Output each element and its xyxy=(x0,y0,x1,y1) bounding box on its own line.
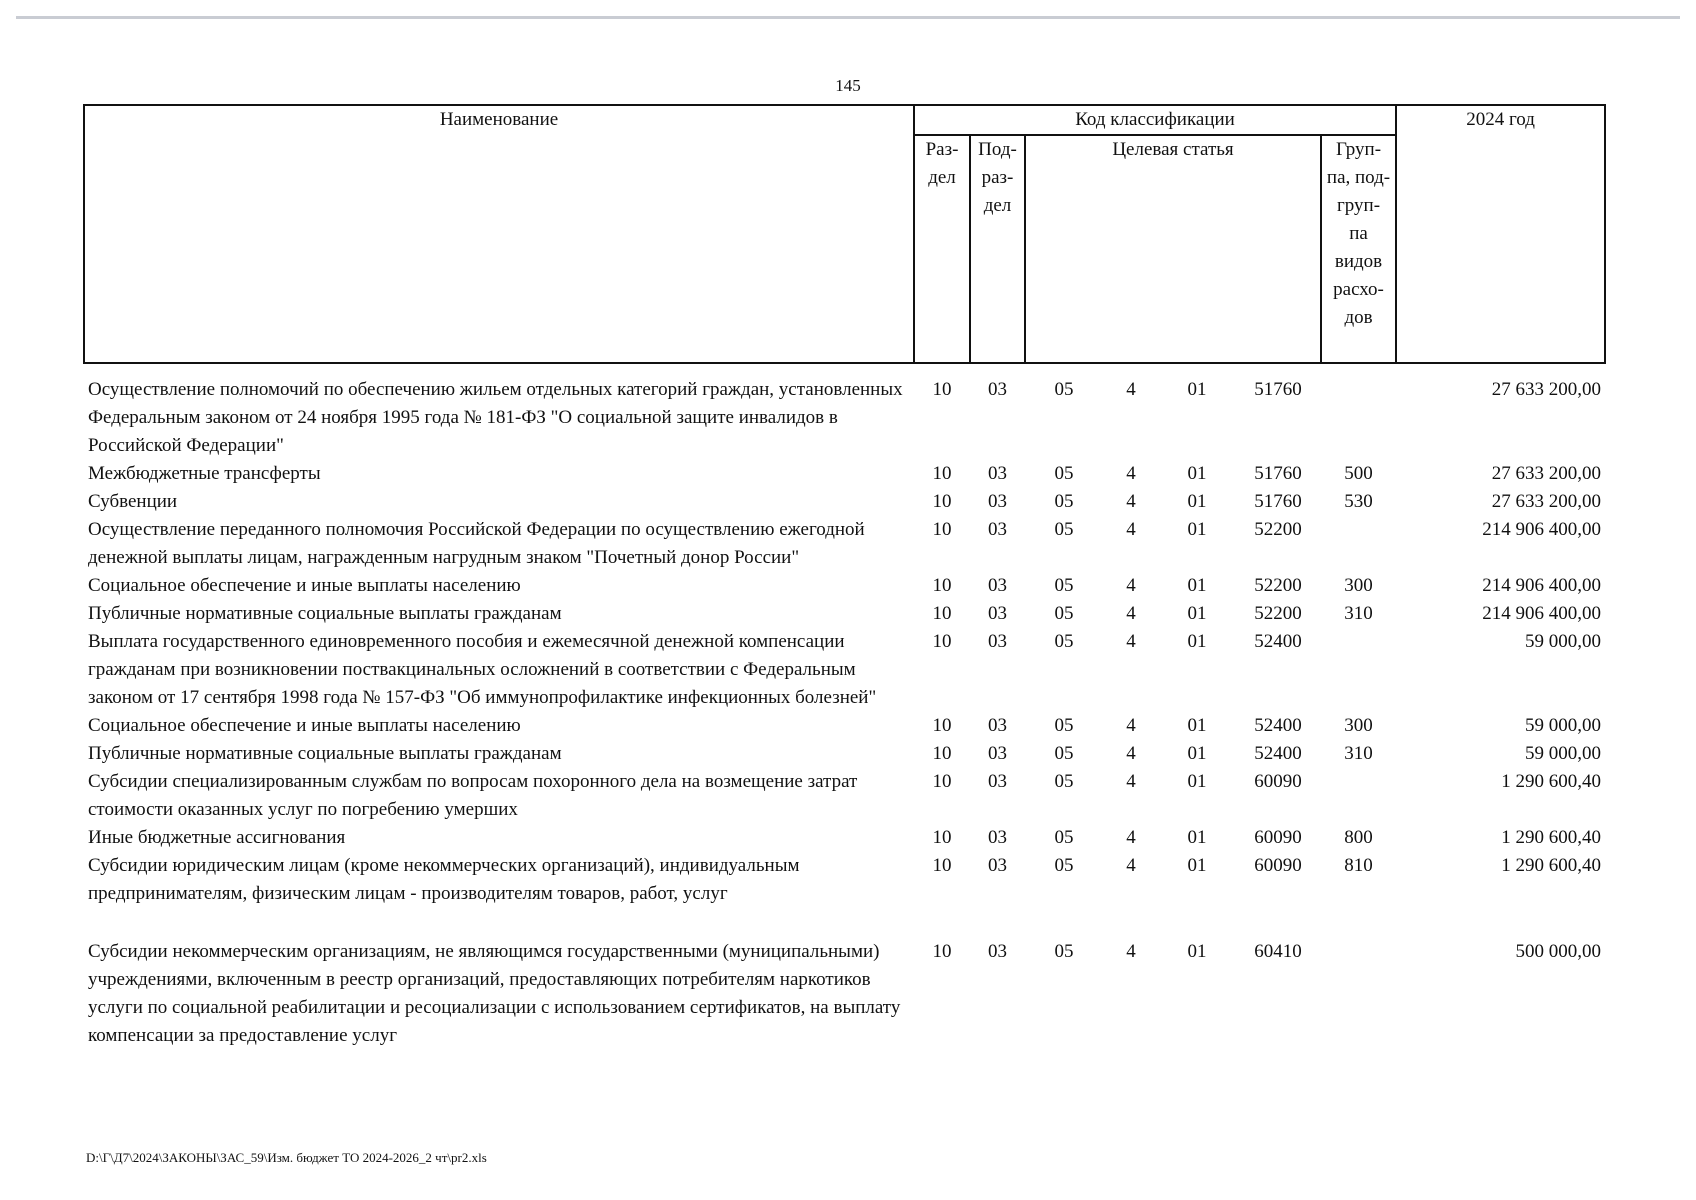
row-target-type: 4 xyxy=(1126,855,1136,876)
row-expense-group: 810 xyxy=(1344,855,1373,876)
row-name: Социальное обеспечение и иные выплаты населению xyxy=(88,575,521,596)
table-row xyxy=(84,376,1605,460)
row-target-subprogram: 01 xyxy=(1187,743,1207,764)
table-row xyxy=(84,628,1605,712)
row-amount: 214 906 400,00 xyxy=(1482,575,1602,596)
row-section: 10 xyxy=(932,827,952,848)
header-subsection: Под- раз- дел xyxy=(970,135,1025,363)
row-subsection: 03 xyxy=(988,491,1007,512)
row-target-subprogram: 01 xyxy=(1187,941,1207,962)
row-name: Публичные нормативные социальные выплаты гражданам xyxy=(88,603,562,624)
row-expense-group xyxy=(1321,516,1396,572)
table-row xyxy=(84,852,1605,938)
header-name: Наименование xyxy=(84,105,914,363)
row-section: 10 xyxy=(932,575,952,596)
row-target-direction: 52200 xyxy=(1254,519,1302,540)
row-name: Субсидии юридическим лицам (кроме некоммерческих организаций), индивидуальным предпринимателям, физическим лицам - производителям товаров, работ, услуг xyxy=(88,855,800,904)
row-expense-group: 310 xyxy=(1344,603,1373,624)
row-target-subprogram: 01 xyxy=(1187,827,1207,848)
row-amount: 214 906 400,00 xyxy=(1482,519,1602,540)
row-target-program: 05 xyxy=(1054,941,1074,962)
row-target-type: 4 xyxy=(1126,379,1136,400)
row-name: Субсидии специализированным службам по вопросам похоронного дела на возмещение затрат стоимости оказанных услуг по погребению умерших xyxy=(88,771,858,820)
row-target-program: 05 xyxy=(1054,743,1074,764)
row-target-direction: 52200 xyxy=(1254,603,1302,624)
row-section: 10 xyxy=(932,631,952,652)
row-target-direction: 52400 xyxy=(1254,743,1302,764)
row-section: 10 xyxy=(932,603,952,624)
row-target-subprogram: 01 xyxy=(1187,379,1207,400)
row-amount: 27 633 200,00 xyxy=(1491,379,1602,400)
row-target-type: 4 xyxy=(1126,575,1136,596)
row-expense-group xyxy=(1321,628,1396,712)
row-target-subprogram: 01 xyxy=(1187,855,1207,876)
row-target-program: 05 xyxy=(1054,715,1074,736)
row-target-direction: 52200 xyxy=(1254,575,1302,596)
row-name: Иные бюджетные ассигнования xyxy=(88,827,346,848)
row-name: Субсидии некоммерческим организациям, не являющимся государственными (муниципальными) учреждениями, включенным в реестр организаций, предоставляющих потребителям наркотиков услуги по социальной реабилитации и ресоциализации с использованием сертификатов, на выплату компенсации за предоставление услуг xyxy=(88,941,901,1046)
row-subsection: 03 xyxy=(988,743,1007,764)
row-subsection: 03 xyxy=(988,603,1007,624)
top-rule xyxy=(16,16,1680,19)
row-target-subprogram: 01 xyxy=(1187,715,1207,736)
row-subsection: 03 xyxy=(988,519,1007,540)
row-target-direction: 52400 xyxy=(1254,631,1302,652)
row-section: 10 xyxy=(932,379,952,400)
row-target-direction: 51760 xyxy=(1254,379,1302,400)
row-amount: 1 290 600,40 xyxy=(1501,855,1602,876)
row-name: Межбюджетные трансферты xyxy=(88,463,321,484)
row-subsection: 03 xyxy=(988,631,1007,652)
row-target-type: 4 xyxy=(1126,519,1136,540)
row-target-program: 05 xyxy=(1054,631,1074,652)
row-expense-group: 310 xyxy=(1344,743,1373,764)
row-target-program: 05 xyxy=(1054,855,1074,876)
row-target-program: 05 xyxy=(1054,519,1074,540)
page-number: 145 xyxy=(835,76,861,95)
row-target-subprogram: 01 xyxy=(1187,631,1207,652)
row-target-direction: 60410 xyxy=(1254,941,1302,962)
row-target-type: 4 xyxy=(1126,631,1136,652)
row-target-program: 05 xyxy=(1054,491,1074,512)
row-target-direction: 60090 xyxy=(1254,827,1302,848)
row-target-type: 4 xyxy=(1126,743,1136,764)
row-target-subprogram: 01 xyxy=(1187,463,1207,484)
table-row xyxy=(84,712,1605,740)
row-target-type: 4 xyxy=(1126,941,1136,962)
row-section: 10 xyxy=(932,855,952,876)
row-name: Осуществление переданного полномочия Российской Федерации по осуществлению ежегодной денежной выплаты лицам, награжденным нагрудным знаком "Почетный донор России" xyxy=(88,519,865,568)
header-year: 2024 год xyxy=(1396,105,1605,363)
table-body xyxy=(84,363,1605,1050)
row-amount: 27 633 200,00 xyxy=(1491,491,1602,512)
budget-table xyxy=(83,104,1606,1050)
row-section: 10 xyxy=(932,941,952,962)
row-subsection: 03 xyxy=(988,941,1007,962)
row-target-subprogram: 01 xyxy=(1187,575,1207,596)
row-target-program: 05 xyxy=(1054,827,1074,848)
row-target-type: 4 xyxy=(1126,603,1136,624)
table-row xyxy=(84,460,1605,488)
row-expense-group: 300 xyxy=(1344,575,1373,596)
row-name: Субвенции xyxy=(88,491,178,512)
row-target-direction: 51760 xyxy=(1254,463,1302,484)
table-row xyxy=(84,488,1605,516)
row-name: Осуществление полномочий по обеспечению жильем отдельных категорий граждан, установленных Федеральным законом от 24 ноября 1995 года № 181-ФЗ "О социальной защите инвалидов в Российской Федерации" xyxy=(88,379,903,456)
footer-file-path: D:\Г\Д7\2024\ЗАКОНЫ\ЗАС_59\Изм. бюджет ТО 2024-2026_2 чт\pr2.xls xyxy=(86,1150,487,1165)
header-section: Раз- дел xyxy=(914,135,970,363)
row-target-program: 05 xyxy=(1054,379,1074,400)
row-amount: 59 000,00 xyxy=(1525,743,1602,764)
row-target-program: 05 xyxy=(1054,463,1074,484)
row-target-direction: 60090 xyxy=(1254,771,1302,792)
row-target-program: 05 xyxy=(1054,603,1074,624)
row-section: 10 xyxy=(932,743,952,764)
row-subsection: 03 xyxy=(988,463,1007,484)
row-target-subprogram: 01 xyxy=(1187,491,1207,512)
row-target-program: 05 xyxy=(1054,575,1074,596)
row-amount: 500 000,00 xyxy=(1515,941,1602,962)
table-row xyxy=(84,600,1605,628)
row-amount: 214 906 400,00 xyxy=(1482,603,1602,624)
row-subsection: 03 xyxy=(988,827,1007,848)
row-name: Выплата государственного единовременного пособия и ежемесячной денежной компенсации гражданам при возникновении поствакцинальных осложнений в соответствии с Федеральным законом от 17 сентября 1998 года № 157-ФЗ "Об иммунопрофилактике инфекционных болезней" xyxy=(88,631,877,708)
header-group: Груп- па, под- груп- па видов расхо- дов xyxy=(1321,135,1396,363)
row-subsection: 03 xyxy=(988,771,1007,792)
row-target-subprogram: 01 xyxy=(1187,603,1207,624)
row-target-direction: 51760 xyxy=(1254,491,1302,512)
row-expense-group: 530 xyxy=(1344,491,1373,512)
row-subsection: 03 xyxy=(988,379,1007,400)
row-target-type: 4 xyxy=(1126,463,1136,484)
row-section: 10 xyxy=(932,491,952,512)
table-row xyxy=(84,516,1605,572)
row-target-type: 4 xyxy=(1126,491,1136,512)
table-row xyxy=(84,824,1605,852)
row-expense-group: 800 xyxy=(1344,827,1373,848)
row-target-direction: 60090 xyxy=(1254,855,1302,876)
row-target-type: 4 xyxy=(1126,827,1136,848)
row-section: 10 xyxy=(932,715,952,736)
table-row xyxy=(84,572,1605,600)
row-amount: 59 000,00 xyxy=(1525,715,1602,736)
row-expense-group xyxy=(1321,938,1396,1050)
row-amount: 1 290 600,40 xyxy=(1501,827,1602,848)
header-target: Целевая статья xyxy=(1025,135,1321,363)
header-classification: Код классификации xyxy=(914,105,1396,135)
table-row xyxy=(84,938,1605,1050)
row-expense-group: 300 xyxy=(1344,715,1373,736)
row-amount: 1 290 600,40 xyxy=(1501,771,1602,792)
row-subsection: 03 xyxy=(988,715,1007,736)
row-amount: 27 633 200,00 xyxy=(1491,463,1602,484)
row-expense-group xyxy=(1321,768,1396,824)
row-section: 10 xyxy=(932,463,952,484)
row-target-subprogram: 01 xyxy=(1187,771,1207,792)
row-target-program: 05 xyxy=(1054,771,1074,792)
row-expense-group: 500 xyxy=(1344,463,1373,484)
row-section: 10 xyxy=(932,519,952,540)
row-subsection: 03 xyxy=(988,575,1007,596)
row-target-subprogram: 01 xyxy=(1187,519,1207,540)
row-subsection: 03 xyxy=(988,855,1007,876)
row-target-type: 4 xyxy=(1126,771,1136,792)
row-expense-group xyxy=(1321,376,1396,460)
row-target-type: 4 xyxy=(1126,715,1136,736)
table-row xyxy=(84,768,1605,824)
table-row xyxy=(84,740,1605,768)
row-amount: 59 000,00 xyxy=(1525,631,1602,652)
row-section: 10 xyxy=(932,771,952,792)
row-name: Публичные нормативные социальные выплаты гражданам xyxy=(88,743,562,764)
row-name: Социальное обеспечение и иные выплаты населению xyxy=(88,715,521,736)
row-target-direction: 52400 xyxy=(1254,715,1302,736)
